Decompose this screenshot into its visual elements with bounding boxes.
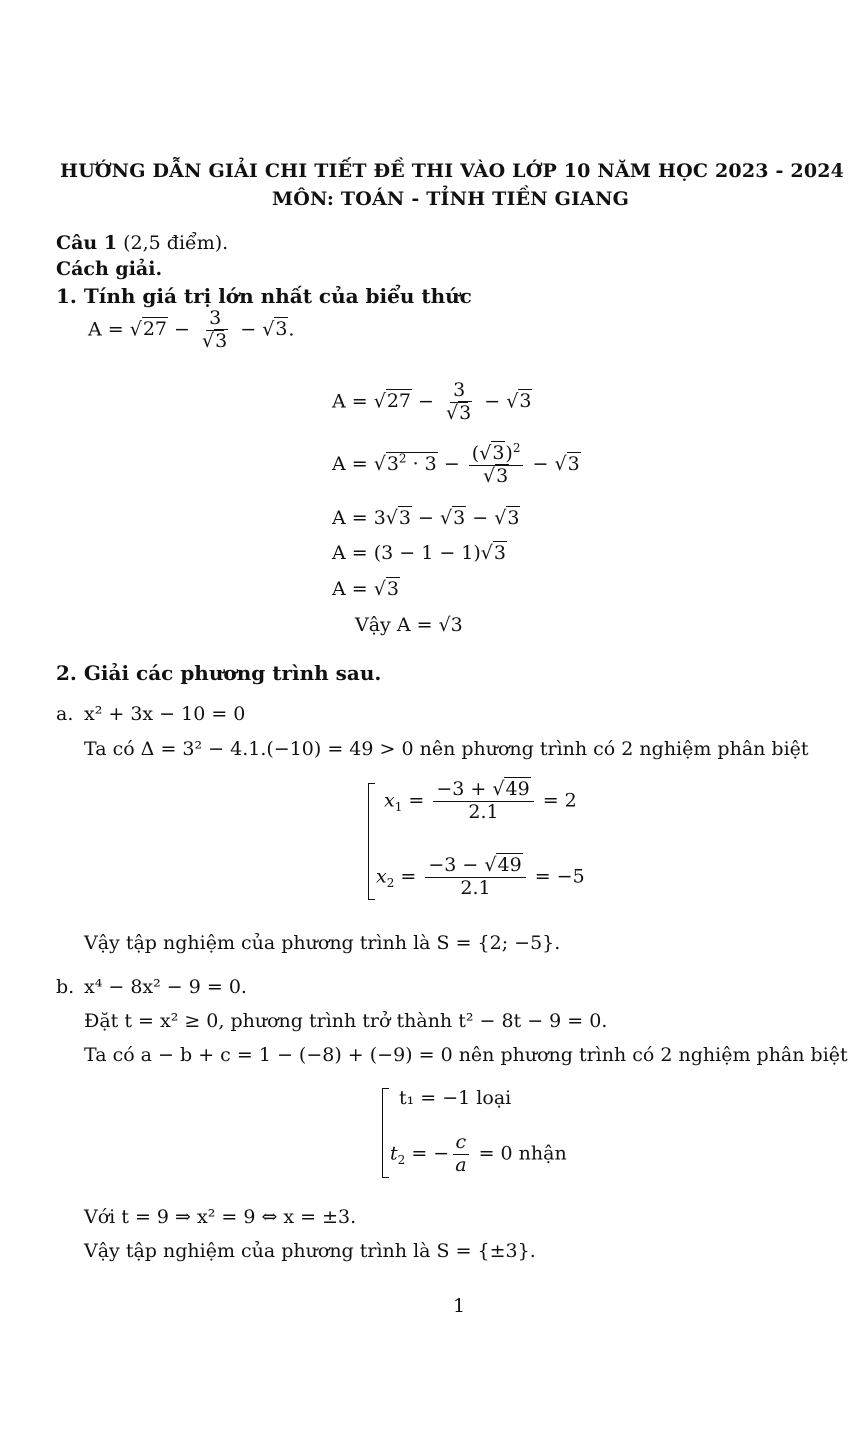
root-t1: t₁ = −1 loại <box>399 1087 512 1109</box>
part2-heading: 2. Giải các phương trình sau. <box>56 661 382 685</box>
root-t2-value: = 0 nhận <box>478 1142 567 1165</box>
part2b-with-t: Với t = 9 ⇒ x² = 9 ⇔ x = ±3. <box>84 1206 357 1228</box>
solution-step-4: A = (3 − 1 − 1)√3 <box>332 542 507 564</box>
solution-step-1: A = √27 − $\frac{3}{√3}$ − √3 <box>332 379 532 424</box>
part2b-substitution: Đặt t = x² ≥ 0, phương trình trở thành t² − 8t − 9 = 0. <box>84 1010 608 1032</box>
solution-step-2: $A = √3^2 \cdot 3$ − $\frac{(√3)^2}{√3}$ − √3 <box>332 441 580 488</box>
solution-bracket-b <box>382 1088 389 1178</box>
part2b-conclusion: Vậy tập nghiệm của phương trình là S = {±3}. <box>84 1240 536 1262</box>
part2a-discriminant: Ta có Δ = 3² − 4.1.(−10) = 49 > 0 nên phương trình có 2 nghiệm phân biệt <box>84 738 809 760</box>
root-x2-value: = −5 <box>534 865 585 888</box>
part2a-equation: x² + 3x − 10 = 0 <box>84 703 246 725</box>
part2a-conclusion: Vậy tập nghiệm của phương trình là S = {2; −5}. <box>84 932 561 954</box>
question-label: Câu 1 <box>56 232 118 254</box>
root-x2: $x_2$ = $\frac{-3 - √49}{2.1}$ = −5 <box>376 854 585 899</box>
part1-heading: 1. Tính giá trị lớn nhất của biểu thức <box>56 284 472 308</box>
root-t2: $t_2$ = − $\frac{c}{a}$ = 0 nhận <box>390 1131 567 1176</box>
method-label: Cách giải. <box>56 258 163 280</box>
part1-expression: A = √27 − $\frac{3}{√3}$ − √3. <box>88 307 295 352</box>
part2b-label: b. <box>56 976 75 998</box>
page-number: 1 <box>453 1295 466 1317</box>
solution-step-3: A = 3√3 − √3 − √3 <box>332 507 520 529</box>
root-x1: $x_1$ = $\frac{-3 + √49}{2.1}$ = 2 <box>384 778 577 823</box>
question-heading <box>56 232 228 254</box>
part2a-label: a. <box>56 703 74 725</box>
document-subtitle: MÔN: TOÁN - TỈNH TIỀN GIANG <box>272 188 630 210</box>
document-title: HƯỚNG DẪN GIẢI CHI TIẾT ĐỀ THI VÀO LỚP 10 NĂM HỌC 2023 - 2024 <box>60 160 845 182</box>
part1-conclusion: Vậy A = √3 <box>355 614 463 636</box>
part2b-check: Ta có a − b + c = 1 − (−8) + (−9) = 0 nên phương trình có 2 nghiệm phân biệt <box>84 1044 848 1066</box>
part2b-equation: x⁴ − 8x² − 9 = 0. <box>84 976 247 998</box>
solution-bracket-a <box>368 783 375 900</box>
root-x1-value: = 2 <box>542 789 577 812</box>
question-points: (2,5 điểm). <box>123 232 229 254</box>
solution-step-5: A = √3 <box>332 578 399 600</box>
